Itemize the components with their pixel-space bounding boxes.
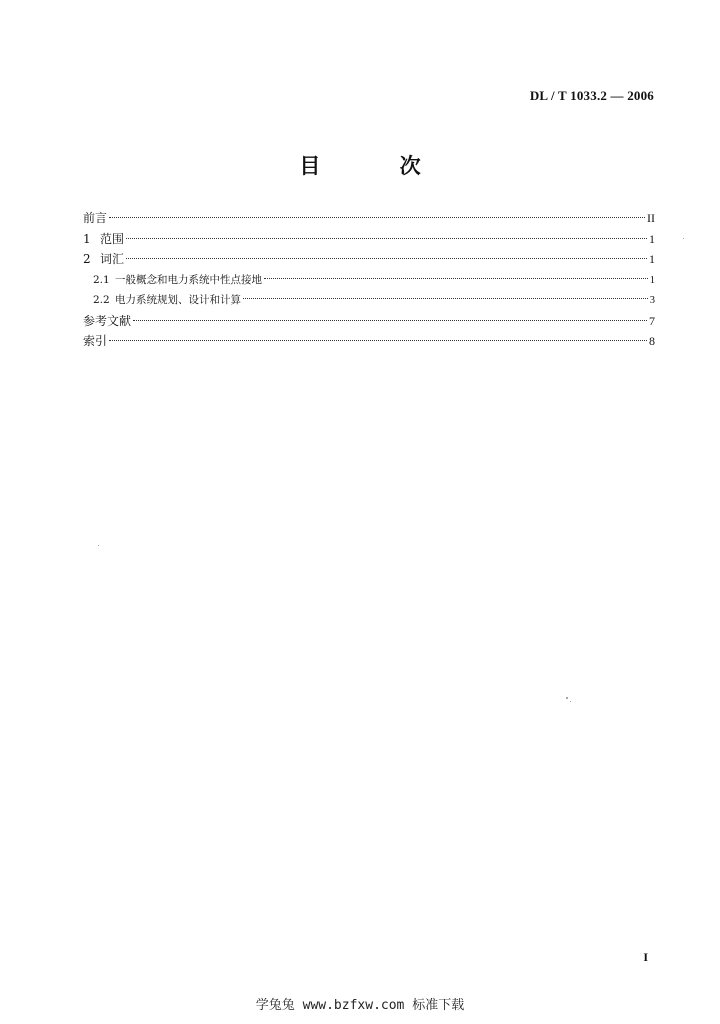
toc-label: 参考文献	[83, 313, 132, 328]
toc-entry-references[interactable]	[83, 311, 655, 332]
toc-page: 1	[649, 231, 655, 246]
page-number: I	[643, 950, 648, 964]
toc-leader-dots	[109, 340, 647, 341]
toc-page: 1	[649, 274, 655, 286]
toc-leader-dots	[264, 278, 648, 279]
toc-entry-general-concepts[interactable]	[83, 270, 655, 291]
toc-entry-scope[interactable]	[83, 229, 655, 250]
toc-label: 电力系统规划、设计和计算	[115, 294, 241, 306]
site-watermark: 学兔兔 www.bzfxw.com 标准下载	[255, 998, 465, 1013]
toc-leader-dots	[109, 217, 645, 218]
toc-entry-index[interactable]	[83, 331, 655, 352]
toc-label: 范围	[100, 231, 125, 246]
toc-number: 2	[83, 252, 91, 266]
document-code: DL / T 1033.2 — 2006	[529, 88, 654, 103]
toc-entry-system-planning[interactable]	[83, 290, 655, 311]
toc-entry-foreword[interactable]	[83, 208, 655, 229]
toc-label: 索引	[83, 334, 108, 348]
toc-label: 前言	[83, 211, 108, 225]
toc-number: 2.1	[93, 273, 110, 286]
scan-speck	[98, 545, 99, 546]
toc-leader-dots	[133, 320, 647, 321]
scan-speck	[566, 697, 568, 699]
toc-number: 2.2	[93, 294, 110, 306]
toc-leader-dots	[126, 258, 647, 259]
toc-page: 8	[649, 334, 655, 348]
table-of-contents	[83, 208, 655, 352]
toc-entry-vocabulary[interactable]	[83, 249, 655, 270]
toc-page: II	[647, 211, 655, 225]
toc-page: 7	[649, 313, 655, 328]
toc-label: 词汇	[100, 252, 125, 266]
scan-speck	[570, 701, 571, 702]
toc-number: 1	[83, 231, 91, 246]
toc-page: 3	[649, 295, 655, 306]
page-title: 目 次	[299, 154, 457, 178]
scan-speck	[683, 238, 684, 239]
toc-page: 1	[649, 252, 655, 266]
toc-label: 一般概念和电力系统中性点接地	[115, 273, 262, 286]
toc-leader-dots	[243, 298, 648, 299]
toc-leader-dots	[126, 238, 647, 239]
